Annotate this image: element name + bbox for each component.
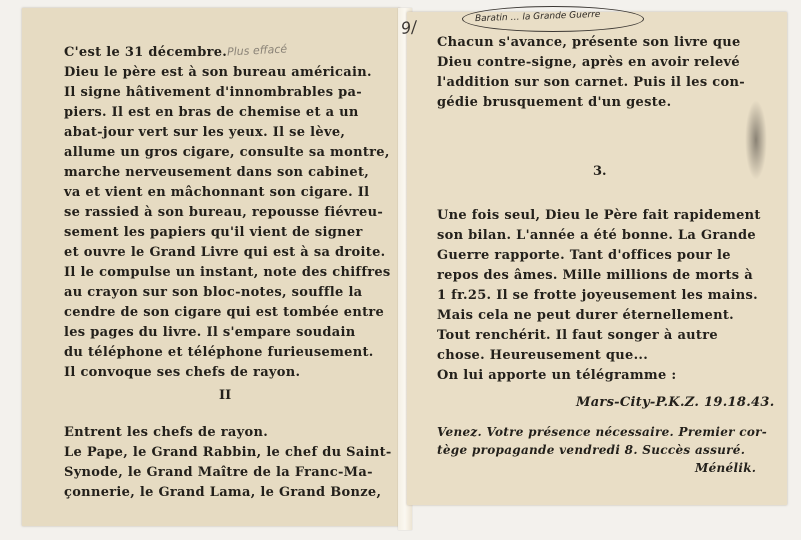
text-line: et ouvre le Grand Livre qui est à sa droite. bbox=[64, 245, 386, 260]
pencil-annotation: Plus effacé bbox=[226, 42, 288, 59]
text-line: chose. Heureusement que... bbox=[437, 348, 649, 363]
text-line: sement les papiers qu'il vient de signer bbox=[64, 225, 363, 240]
telegram-header: Mars-City-P.K.Z. 19.18.43. bbox=[576, 395, 775, 410]
text-line: Chacun s'avance, présente son livre que bbox=[437, 35, 741, 50]
text-line: va et vient en mâchonnant son cigare. Il bbox=[64, 185, 370, 200]
text-line: piers. Il est en bras de chemise et a un bbox=[64, 105, 359, 120]
telegram-signature: Ménélik. bbox=[695, 461, 757, 475]
text-line: 1 fr.25. Il se frotte joyeusement les mains. bbox=[437, 288, 758, 303]
ink-smudge bbox=[745, 100, 767, 180]
text-line: du téléphone et téléphone furieusement. bbox=[64, 345, 374, 360]
text-line: gédie brusquement d'un geste. bbox=[437, 95, 672, 110]
text-line: Mais cela ne peut durer éternellement. bbox=[437, 308, 734, 323]
text-line: çonnerie, le Grand Lama, le Grand Bonze, bbox=[64, 485, 382, 500]
telegram-line: tège propagande vendredi 8. Succès assuré. bbox=[437, 443, 746, 457]
text-line: les pages du livre. Il s'empare soudain bbox=[64, 325, 356, 340]
text-line: marche nerveusement dans son cabinet, bbox=[64, 165, 370, 180]
text-line: son bilan. L'année a été bonne. La Grande bbox=[437, 228, 756, 243]
text-line: Dieu le père est à son bureau américain. bbox=[64, 65, 372, 80]
left-page bbox=[22, 8, 400, 526]
section-number: 3. bbox=[593, 164, 607, 179]
text-line: cendre de son cigare qui est tombée entre bbox=[64, 305, 385, 320]
text-line: Synode, le Grand Maître de la Franc-Ma- bbox=[64, 465, 373, 480]
handwritten-mark: 9/ bbox=[399, 17, 418, 38]
text-line: Guerre rapporte. Tant d'offices pour le bbox=[437, 248, 731, 263]
text-line: se rassied à son bureau, repousse fiévreu- bbox=[64, 205, 384, 220]
text-line: Entrent les chefs de rayon. bbox=[64, 425, 269, 440]
text-line: Il convoque ses chefs de rayon. bbox=[64, 365, 301, 380]
right-page bbox=[399, 9, 787, 505]
text-line: On lui apporte un télégramme : bbox=[437, 368, 677, 383]
text-line: repos des âmes. Mille millions de morts à bbox=[437, 268, 753, 283]
text-line: allume un gros cigare, consulte sa montre, bbox=[64, 145, 390, 160]
section-number: II bbox=[219, 388, 232, 403]
text-line: Dieu contre-signe, après en avoir relevé bbox=[437, 55, 740, 70]
text-line: Le Pape, le Grand Rabbin, le chef du Saint- bbox=[64, 445, 392, 460]
text-line: l'addition sur son carnet. Puis il les con- bbox=[437, 75, 745, 90]
text-line: abat-jour vert sur les yeux. Il se lève, bbox=[64, 125, 346, 140]
text-line: Il le compulse un instant, note des chiffres bbox=[64, 265, 391, 280]
text-line: Tout renchérit. Il faut songer à autre bbox=[437, 328, 718, 343]
handwritten-note: Baratin … la Grande Guerre bbox=[474, 9, 601, 25]
text-line: Il signe hâtivement d'innombrables pa- bbox=[64, 85, 362, 100]
text-line: au crayon sur son bloc-notes, souffle la bbox=[64, 285, 363, 300]
telegram-line: Venez. Votre présence nécessaire. Premier cor- bbox=[437, 425, 768, 439]
text-line: C'est le 31 décembre. bbox=[64, 45, 228, 60]
text-line: Une fois seul, Dieu le Père fait rapidement bbox=[437, 208, 761, 223]
